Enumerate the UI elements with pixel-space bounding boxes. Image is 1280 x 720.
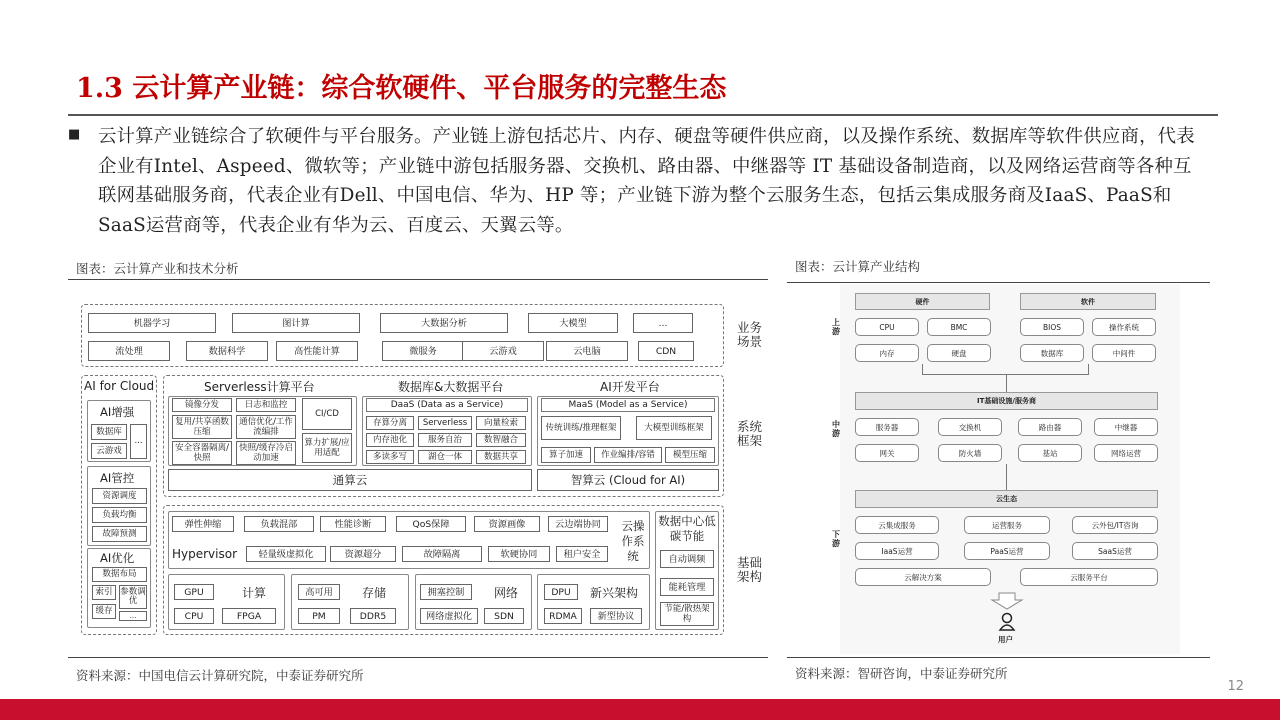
- bullet-icon: ■: [68, 127, 81, 142]
- biz-item: 机器学习: [88, 313, 216, 333]
- right-caption-divider: [787, 282, 1210, 283]
- eco-item: PaaS运营: [964, 542, 1050, 560]
- datacenter-item: 自动调频: [660, 550, 714, 568]
- it-item: 服务器: [855, 418, 919, 436]
- sl-item: 快照/缓存冷启动加速: [236, 441, 296, 465]
- body-paragraph: 云计算产业链综合了软硬件与平台服务。产业链上游包括芯片、内存、硬盘等硬件供应商，以及操作系统、数据库等软件供应商，代表企业有Intel、Aspeed、微软等；产业链中游包括服务器、交换机、路由器、中继器等 IT 基础设备制造商，以及网络运营商等各种互联网基础服务商，代表企业有Dell、中国电信、华为、HP 等；产业链下游为整个云服务生态，包括云集成服务商及IaaS、PaaS和SaaS运营商等，代表企业有华为云、百度云、天翼云等。: [98, 126, 1195, 236]
- storage-item: PM: [298, 608, 340, 624]
- db-item: Serverless: [418, 416, 472, 430]
- user-label: 用户: [998, 635, 1013, 644]
- it-item: 网络运营: [1094, 444, 1158, 462]
- biz-item: 云游戏: [462, 341, 544, 361]
- footer-bar: [0, 699, 1280, 720]
- compute-item: GPU: [174, 584, 214, 600]
- ai-item: 作业编排/容错: [594, 447, 662, 463]
- sw-item: 操作系统: [1092, 318, 1156, 336]
- serverless-title: Serverless计算平台: [204, 380, 315, 394]
- eco-item: IaaS运营: [855, 542, 939, 560]
- eco-item: 云解决方案: [855, 568, 991, 586]
- ai-control-item: 资源调度: [92, 488, 147, 504]
- general-cloud-bar: 通算云: [168, 469, 532, 491]
- ai-optimize-item: 数据布局: [92, 567, 147, 582]
- ai-optimize-title: AI优化: [100, 551, 135, 565]
- it-infra-header: IT基础设施/服务商: [855, 392, 1158, 410]
- biz-item: 微服务: [382, 341, 464, 361]
- left-figure-caption: 图表：云计算产业和技术分析: [76, 261, 239, 276]
- ai-enhance-item: ...: [130, 424, 147, 459]
- hw-item: CPU: [855, 318, 919, 336]
- os-item: 云边端协同: [548, 516, 608, 532]
- sw-item: 中间件: [1092, 344, 1156, 362]
- ai-control-item: 负载均衡: [92, 507, 147, 523]
- db-item: 数智融合: [476, 433, 526, 447]
- down-arrow-icon: [990, 592, 1024, 610]
- connector: [922, 364, 923, 374]
- ai-control-title: AI管控: [100, 471, 135, 485]
- biz-item: 大数据分析: [380, 313, 508, 333]
- storage-title: 存储: [362, 586, 387, 600]
- ai-platform-title: AI开发平台: [600, 380, 660, 394]
- network-item: SDN: [484, 608, 524, 624]
- right-source-divider: [787, 657, 1210, 658]
- title-divider: [68, 114, 1218, 116]
- biz-item: 图计算: [232, 313, 360, 333]
- sl-item: CI/CD: [302, 398, 352, 430]
- biz-item: 云电脑: [546, 341, 628, 361]
- biz-item: CDN: [638, 341, 694, 361]
- network-title: 网络: [494, 586, 519, 600]
- biz-item: 数据科学: [186, 341, 268, 361]
- sl-item: 复用/共享函数压缩: [172, 415, 232, 439]
- left-caption-divider: [68, 279, 768, 280]
- db-item: 数据共享: [476, 450, 526, 464]
- upstream-label: 上游: [832, 318, 840, 336]
- sw-item: 数据库: [1020, 344, 1084, 362]
- page-title: 1.3 云计算产业链：综合软硬件、平台服务的完整生态: [76, 73, 727, 104]
- hypervisor-label: Hypervisor: [172, 547, 238, 561]
- ai-item: 模型压缩: [665, 447, 715, 463]
- it-item: 路由器: [1018, 418, 1082, 436]
- db-item: 多读多写: [366, 450, 414, 464]
- db-item: 存算分离: [366, 416, 414, 430]
- os-item: 性能诊断: [320, 516, 386, 532]
- new-arch-item: 新型协议: [590, 608, 642, 624]
- it-item: 基站: [1018, 444, 1082, 462]
- it-item: 中继器: [1094, 418, 1158, 436]
- datacenter-title: 数据中心低碳节能: [658, 514, 716, 543]
- ai-optimize-item: 参数调优: [119, 585, 147, 609]
- ai-optimize-item: 索引: [92, 585, 116, 600]
- it-item: 网关: [855, 444, 919, 462]
- eco-item: 云服务平台: [1020, 568, 1158, 586]
- ai-optimize-item: 缓存: [92, 604, 116, 619]
- hv-item: 租户安全: [556, 546, 608, 562]
- connector: [1006, 464, 1007, 490]
- sw-item: BIOS: [1020, 318, 1084, 336]
- maas-header: MaaS (Model as a Service): [541, 398, 715, 412]
- biz-item: 大模型: [528, 313, 618, 333]
- ai-enhance-item: 数据库: [91, 424, 127, 440]
- hv-item: 故障隔离: [402, 546, 482, 562]
- datacenter-item: 能耗管理: [660, 578, 714, 596]
- ai-optimize-item: ...: [119, 611, 147, 621]
- right-source: 资料来源：智研咨询，中泰证券研究所: [795, 666, 1008, 681]
- db-item: 向量检索: [476, 416, 526, 430]
- biz-item: ...: [633, 313, 693, 333]
- storage-item: 高可用: [298, 584, 340, 600]
- page-number: 12: [1227, 679, 1244, 694]
- user-icon: [998, 612, 1016, 632]
- ai-item: 传统训练/推理框架: [541, 416, 621, 440]
- new-arch-title: 新兴架构: [590, 586, 639, 600]
- compute-item: FPGA: [222, 608, 276, 624]
- compute-title: 计算: [242, 586, 267, 600]
- network-item: 网络虚拟化: [420, 608, 478, 624]
- ai-control-item: 故障预测: [92, 526, 147, 542]
- right-figure-caption: 图表：云计算产业结构: [795, 259, 921, 274]
- left-source-divider: [68, 657, 768, 658]
- smart-cloud-bar: 智算云 (Cloud for AI): [537, 469, 719, 491]
- it-item: 防火墙: [938, 444, 1002, 462]
- hw-item: 内存: [855, 344, 919, 362]
- sl-item: 算力扩展/应用适配: [302, 433, 352, 463]
- connector: [1088, 364, 1089, 374]
- datacenter-item: 节能/散热架构: [660, 602, 714, 626]
- eco-item: 云外包/IT咨询: [1072, 516, 1158, 534]
- sl-item: 镜像分发: [172, 398, 232, 412]
- os-item: 弹性伸缩: [172, 516, 234, 532]
- hv-item: 资源超分: [330, 546, 396, 562]
- storage-item: DDR5: [350, 608, 396, 624]
- sl-item: 安全容器隔离/快照: [172, 441, 232, 465]
- db-item: 湖仓一体: [418, 450, 472, 464]
- infra-label: 基础架构: [737, 555, 763, 584]
- hv-item: 软硬协同: [488, 546, 550, 562]
- os-item: 负载混部: [244, 516, 314, 532]
- daas-header: DaaS (Data as a Service): [366, 398, 528, 412]
- hv-item: 轻量级虚拟化: [246, 546, 326, 562]
- ai-item: 大模型训练框架: [636, 416, 712, 440]
- ai-cloud-title: AI for Cloud: [84, 379, 155, 393]
- software-header: 软件: [1020, 293, 1156, 310]
- system-label: 系统框架: [737, 419, 763, 448]
- compute-item: CPU: [174, 608, 214, 624]
- biz-item: 流处理: [88, 341, 170, 361]
- os-item: 资源画像: [474, 516, 540, 532]
- sl-item: 日志和监控: [236, 398, 296, 412]
- sl-item: 通信优化/工作流编排: [236, 415, 296, 439]
- hw-item: BMC: [927, 318, 991, 336]
- eco-item: 云集成服务: [855, 516, 939, 534]
- db-platform-title: 数据库&大数据平台: [398, 380, 504, 394]
- midstream-label: 中游: [832, 420, 840, 438]
- it-item: 交换机: [938, 418, 1002, 436]
- new-arch-item: RDMA: [544, 608, 582, 624]
- network-item: 拥塞控制: [420, 584, 472, 600]
- db-item: 服务自治: [418, 433, 472, 447]
- ai-item: 算子加速: [541, 447, 591, 463]
- downstream-label: 下游: [832, 530, 840, 548]
- eco-header: 云生态: [855, 490, 1158, 508]
- left-source: 资料来源：中国电信云计算研究院，中泰证券研究所: [76, 668, 364, 683]
- new-arch-item: DPU: [544, 584, 578, 600]
- os-item: QoS保障: [396, 516, 466, 532]
- eco-item: 运营服务: [964, 516, 1050, 534]
- ai-enhance-title: AI增强: [100, 405, 135, 419]
- hardware-header: 硬件: [855, 293, 990, 310]
- hw-item: 硬盘: [927, 344, 991, 362]
- cloud-os-label: 云操作系统: [621, 519, 645, 563]
- ai-enhance-item: 云游戏: [91, 443, 127, 459]
- connector: [1006, 374, 1007, 392]
- business-label: 业务场景: [737, 320, 763, 349]
- biz-item: 高性能计算: [276, 341, 358, 361]
- eco-item: SaaS运营: [1072, 542, 1158, 560]
- db-item: 内存池化: [366, 433, 414, 447]
